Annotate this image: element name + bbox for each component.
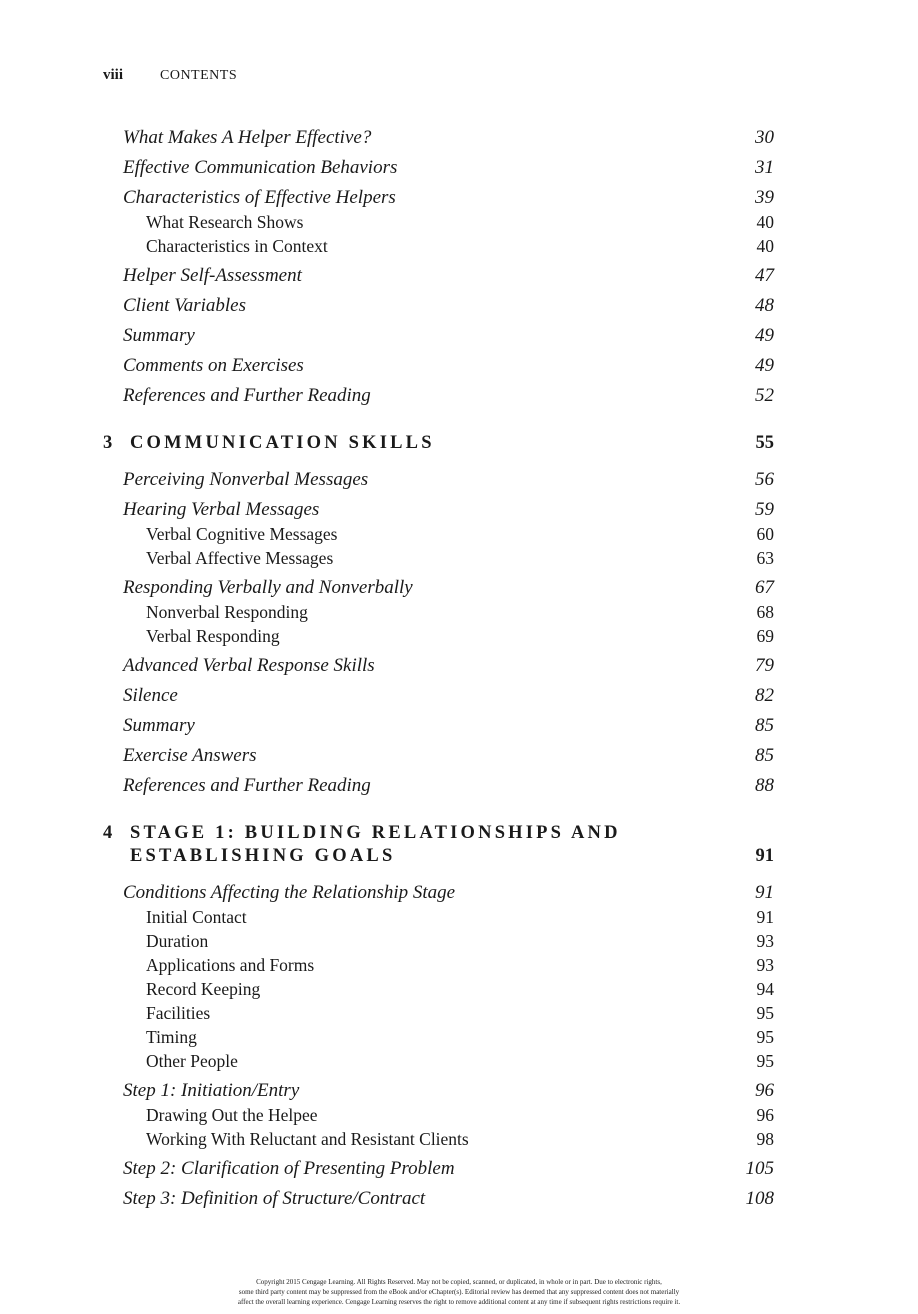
toc-page-number: 39 xyxy=(755,187,774,208)
toc-subsection-row xyxy=(0,1105,918,1127)
toc-subsection-row xyxy=(0,1027,918,1049)
toc-subsection-row xyxy=(0,1003,918,1025)
toc-entry-title: Comments on Exercises xyxy=(123,355,304,376)
toc-entry-title: Step 1: Initiation/Entry xyxy=(123,1080,300,1101)
toc-subsection-row xyxy=(0,212,918,234)
toc-entry-title: What Makes A Helper Effective? xyxy=(123,127,372,148)
toc-entry-title: Drawing Out the Helpee xyxy=(146,1105,318,1125)
toc-page-number: 96 xyxy=(756,1105,774,1125)
toc-entry-title: Client Variables xyxy=(123,295,246,316)
toc-subsection-row xyxy=(0,626,918,648)
toc-page-number: 98 xyxy=(756,1129,774,1149)
chapter-number: 3 xyxy=(103,433,113,453)
toc-section-row xyxy=(0,655,918,679)
toc-section-row xyxy=(0,469,918,493)
toc-entry-title: Verbal Affective Messages xyxy=(146,548,334,568)
toc-section-row xyxy=(0,745,918,769)
toc-subsection-row xyxy=(0,907,918,929)
toc-subsection-row xyxy=(0,548,918,570)
toc-section-row xyxy=(0,715,918,739)
toc-entry-title: Hearing Verbal Messages xyxy=(123,499,320,520)
toc-page-number: 91 xyxy=(755,882,774,903)
toc-section-row xyxy=(0,882,918,906)
toc-entry-title: References and Further Reading xyxy=(123,385,371,406)
toc-page-number: 105 xyxy=(745,1158,774,1179)
toc-entry-title: Step 3: Definition of Structure/Contract xyxy=(123,1188,426,1209)
toc-entry-title: What Research Shows xyxy=(146,212,304,232)
toc-section-row xyxy=(0,355,918,379)
toc-entry-title: Facilities xyxy=(146,1003,211,1023)
toc-page-number: 31 xyxy=(755,157,774,178)
toc-page-number: 85 xyxy=(755,715,774,736)
toc-page-number: 67 xyxy=(755,577,774,598)
toc-section-row xyxy=(0,1158,918,1182)
copyright-line: Copyright 2015 Cengage Learning. All Rights Reserved. May not be copied, scanned, or duplicated, in whole or in part. Due to electronic rights, xyxy=(256,1278,662,1286)
toc-section-row xyxy=(0,1188,918,1212)
toc-page-number: 52 xyxy=(755,385,774,406)
toc-page-number: 40 xyxy=(756,212,774,232)
toc-entry-title: Summary xyxy=(123,325,195,346)
toc-page-number: 91 xyxy=(755,846,774,866)
toc-entry-title-continued: ESTABLISHING GOALS xyxy=(130,846,396,866)
page-folio: viii xyxy=(103,67,124,83)
toc-section-row xyxy=(0,157,918,181)
toc-page-number: 94 xyxy=(756,979,774,999)
toc-section-row xyxy=(0,127,918,151)
toc-entry-title: Working With Reluctant and Resistant Clients xyxy=(146,1129,469,1149)
toc-subsection-row xyxy=(0,931,918,953)
toc-page-number: 30 xyxy=(755,127,774,148)
toc-entry-title: Duration xyxy=(146,931,209,951)
toc-page-number: 93 xyxy=(756,955,774,975)
toc-page-number: 82 xyxy=(755,685,774,706)
toc-subsection-row xyxy=(0,1129,918,1151)
toc-entry-title: Helper Self-Assessment xyxy=(123,265,302,286)
toc-section-row xyxy=(0,685,918,709)
toc-page-number: 59 xyxy=(755,499,774,520)
toc-entry-title: Summary xyxy=(123,715,195,736)
toc-page-number: 96 xyxy=(755,1080,774,1101)
toc-page-number: 49 xyxy=(755,325,774,346)
toc-section-row xyxy=(0,1080,918,1104)
toc-entry-title: References and Further Reading xyxy=(123,775,371,796)
toc-entry-title: Responding Verbally and Nonverbally xyxy=(123,577,413,598)
toc-page-number: 93 xyxy=(756,931,774,951)
toc-subsection-row xyxy=(0,979,918,1001)
toc-entry-title: Timing xyxy=(146,1027,197,1047)
toc-section-row xyxy=(0,775,918,799)
toc-entry-title: Other People xyxy=(146,1051,238,1071)
toc-entry-title: Characteristics of Effective Helpers xyxy=(123,187,396,208)
toc-page-number: 85 xyxy=(755,745,774,766)
toc-page-number: 91 xyxy=(756,907,774,927)
toc-entry-title: Verbal Responding xyxy=(146,626,280,646)
toc-page-number: 95 xyxy=(756,1027,774,1047)
toc-entry-title: Nonverbal Responding xyxy=(146,602,308,622)
toc-subsection-row xyxy=(0,1051,918,1073)
running-head xyxy=(103,67,238,84)
toc-section-row xyxy=(0,499,918,523)
copyright-line: some third party content may be suppressed from the eBook and/or eChapter(s). Editorial review has deemed that any suppressed content does not materially xyxy=(238,1288,680,1296)
toc-page-number: 60 xyxy=(756,524,774,544)
toc-subsection-row xyxy=(0,524,918,546)
chapter-number: 4 xyxy=(103,823,113,843)
toc-page-number: 69 xyxy=(756,626,774,646)
toc-entry-title: Step 2: Clarification of Presenting Problem xyxy=(123,1158,455,1179)
toc-page-number: 48 xyxy=(755,295,774,316)
toc-section-row xyxy=(0,577,918,601)
toc-entry-title: Silence xyxy=(123,685,178,706)
toc-section-row xyxy=(0,187,918,211)
toc-page-number: 68 xyxy=(756,602,774,622)
toc-section-row xyxy=(0,295,918,319)
toc-entry-title: Effective Communication Behaviors xyxy=(123,157,398,178)
toc-page-number: 95 xyxy=(756,1051,774,1071)
toc-section-row xyxy=(0,265,918,289)
toc-section-row xyxy=(0,385,918,409)
toc-entry-title: Characteristics in Context xyxy=(146,236,328,256)
toc-subsection-row xyxy=(0,602,918,624)
toc-section-row xyxy=(0,325,918,349)
toc-subsection-row xyxy=(0,955,918,977)
toc-entry-title: Record Keeping xyxy=(146,979,261,999)
running-title: CONTENTS xyxy=(160,68,238,83)
toc-page-number: 63 xyxy=(756,548,774,568)
toc-page-number: 88 xyxy=(755,775,774,796)
toc-page-number: 95 xyxy=(756,1003,774,1023)
toc-entry-title: Perceiving Nonverbal Messages xyxy=(123,469,369,490)
toc-entry-title: Exercise Answers xyxy=(123,745,257,766)
toc-page-number: 79 xyxy=(755,655,774,676)
toc-page-number: 40 xyxy=(756,236,774,256)
copyright-footer xyxy=(0,1277,918,1307)
toc-entry-title: Conditions Affecting the Relationship Stage xyxy=(123,882,456,903)
copyright-line: affect the overall learning experience. Cengage Learning reserves the right to remove additional content at any time if subsequent rights restrictions require it. xyxy=(237,1298,681,1306)
toc-page-number: 47 xyxy=(755,265,774,286)
toc-entry-title: Initial Contact xyxy=(146,907,247,927)
toc-entry-title: Advanced Verbal Response Skills xyxy=(123,655,375,676)
toc-entry-title: Verbal Cognitive Messages xyxy=(146,524,338,544)
toc-page-number: 108 xyxy=(745,1188,774,1209)
toc-page-number: 49 xyxy=(755,355,774,376)
toc-subsection-row xyxy=(0,236,918,258)
toc-entry-title: COMMUNICATION SKILLS xyxy=(130,433,435,453)
toc-entry-title: STAGE 1: BUILDING RELATIONSHIPS AND xyxy=(130,823,621,843)
toc-entry-title: Applications and Forms xyxy=(146,955,315,975)
toc-page-number: 55 xyxy=(755,433,774,453)
toc-page-number: 56 xyxy=(755,469,774,490)
